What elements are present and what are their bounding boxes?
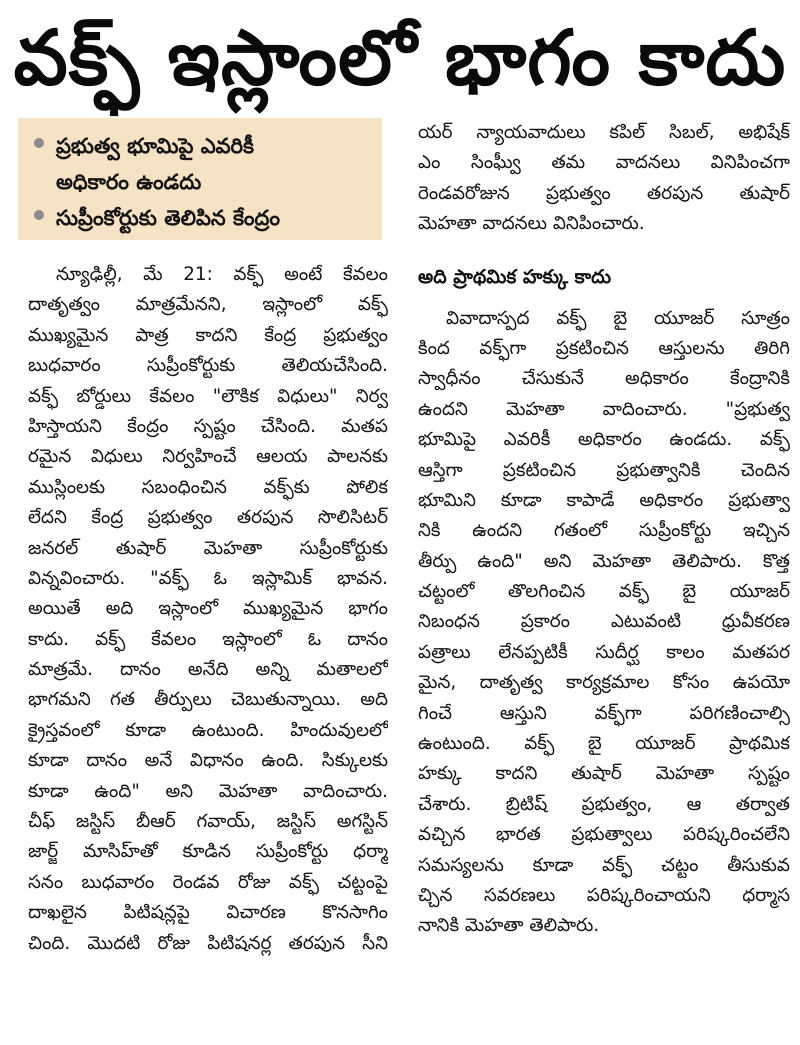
article-line: ముస్లింలకు సబంధించిన వక్ఫ్‌కు పోలిక [28,476,388,498]
article-line: రెండవరోజున ప్రభుత్వం తరపున తుషార్ [418,182,790,204]
article-line: లేదని కేంద్ర ప్రభుత్వం తరపున సొలిసిటర్ [28,507,388,529]
article-line: స్వాధీనం చేసుకునే అధికారం కేంద్రానికి [418,368,790,390]
highlight-text: అధికారం ఉండదు [56,170,202,194]
article-line: విన్నవించారు. "వక్ఫ్ ఓ ఇస్లామిక్ భావన. [28,567,388,589]
article-line: రమైన విధులు నిర్వహించే ఆలయ పాలనకు [28,446,388,468]
article-line: యర్ న్యాయవాదులు కపిల్ సిబల్, అభిషేక్ [418,122,790,143]
headline: వక్ఫ్ ఇస్లాంలో భాగం కాదు [13,13,787,102]
article-line: భూమిని కూడా కాపాడే అధికారం ప్రభుత్వా [418,489,790,511]
article-right-column [418,118,790,942]
article-line: వక్ఫ్ బోర్డులు కేవలం "లౌకిక విధులు" నిర్వ [28,385,388,407]
article-line: మెహతా వాదనలు వినిపించారు. [418,213,645,235]
highlights-box [18,118,382,240]
article-line: దాతృత్వం మాత్రమేనని, ఇస్లాంలో వక్ఫ్ [28,294,388,316]
highlight-item [34,200,374,236]
article-line: చింది. మొదటి రోజు పిటిషనర్ల తరపున సీని [28,932,388,954]
article-line: భాగమని గత తీర్పులు చెబుతున్నాయి. అది [28,689,388,711]
article-line: కూడా దానం అనే విధానం ఉంది. సిక్కులకు [28,750,388,772]
article-line: హిస్తాయని కేంద్రం స్పష్టం చేసింది. మతప [28,415,388,437]
article-line: కాదు. వక్ఫ్ కేవలం ఇస్లాంలో ఓ దానం [28,628,388,650]
article-line: మైన, దాతృత్వ కార్యక్రమాల కోసం ఉపయో [418,672,790,694]
article-line: వివాదాస్పద వక్ఫ్ బై యూజర్ సూత్రం [446,307,790,329]
highlight-item [34,128,374,164]
highlight-item-continuation [34,164,374,200]
article-line: గించే ఆస్తుని వక్ఫ్‌గా పరిగణించాల్సి [418,702,790,724]
article-line: ఉంటుంది. వక్ఫ్ బై యూజర్ ప్రాథమిక [418,733,790,755]
article-line: ఆస్తిగా ప్రకటించిన ప్రభుత్వానికి చెందిన [418,459,790,481]
article-line: బుధవారం సుప్రీంకోర్టుకు తెలియచేసింది. [28,355,388,377]
article-line: తీర్పు ఉంది" అని మెహతా తెలిపారు. కొత్త [418,550,790,572]
article-line: నికి ఉందని గతంలో సుప్రీంకోర్టు ఇచ్చిన [418,520,790,542]
highlights-list [34,128,374,236]
article-line: జనరల్ తుషార్ మెహతా సుప్రీంకోర్టుకు [28,537,388,559]
bullet-icon [34,210,44,220]
article-line: జార్జ్ మాసిహ్‌తో కూడిన సుప్రీంకోర్టు ధర్మా [28,841,388,863]
article-line: చట్టంలో తొలగించిన వక్ఫ్ బై యూజర్ [418,581,790,603]
article-line: పత్రాలు లేనప్పటికీ సుదీర్ఘ కాలం మతపర [418,641,790,663]
article-line: సనం బుధవారం రెండవ రోజు వక్ఫ్ చట్టంపై [28,871,388,893]
article-line: చీఫ్ జస్టిస్ బీఆర్ గవాయ్, జస్టిస్ అగస్టిన్ [28,811,388,833]
article-line: ముఖ్యమైన పాత్ర కాదని కేంద్ర ప్రభుత్వం [28,324,388,346]
bullet-icon [34,138,44,148]
highlight-text: సుప్రీంకోర్టుకు తెలిపిన కేంద్రం [56,206,281,230]
article-line: భూమిపై ఎవరికీ అధికారం ఉండదు. వక్ఫ్ [418,429,790,451]
section-subheading: అది ప్రాథమిక హక్కు కాదు [418,265,612,288]
highlight-text: ప్రభుత్వ భూమిపై ఎవరికీ [56,134,254,158]
article-line: కూడా ఉంది" అని మెహతా వాదించారు. [28,780,388,802]
article-line: ఉందని మెహతా వాదించారు. "ప్రభుత్వ [418,398,790,420]
article-line: సమస్యలను కూడా వక్ఫ్ చట్టం తీసుకువ [418,854,790,876]
article-left-column [28,260,388,959]
article-line: మాత్రమే. దానం అనేది అన్ని మతాలలో [28,659,388,681]
article-line: క్రైస్తవంలో కూడా ఉంటుంది. హిందువులలో [28,719,388,741]
article-line: చేశారు. బ్రిటిష్ ప్రభుత్వం, ఆ తర్వాత [418,793,790,815]
article-line: నిబంధన ప్రకారం ఎటువంటి ధ్రువీకరణ [418,611,790,633]
article-line: కింద వక్ఫ్‌గా ప్రకటించిన ఆస్తులను తిరిగి [418,337,790,359]
article-line: దాఖలైన పిటిషన్లపై విచారణ కొనసాగిం [28,902,388,924]
article-line: హక్కు కాదని తుషార్ మెహతా స్పష్టం [418,763,790,785]
article-line: వచ్చిన భారత ప్రభుత్వాలు పరిష్కరించలేని [418,824,790,846]
article-line: ఎం సింఘ్వీ తమ వాదనలు వినిపించగా [418,152,790,174]
article-line: నానికి మెహతా తెలిపారు. [418,915,600,937]
article-line: న్యూఢిల్లీ, మే 21: వక్ఫ్ అంటే కేవలం [56,264,388,285]
article-line: అయితే అది ఇస్లాంలో ముఖ్యమైన భాగం [28,598,388,620]
article-line: చ్చిన సవరణలు పరిష్కరించాయని ధర్మాస [418,884,790,906]
